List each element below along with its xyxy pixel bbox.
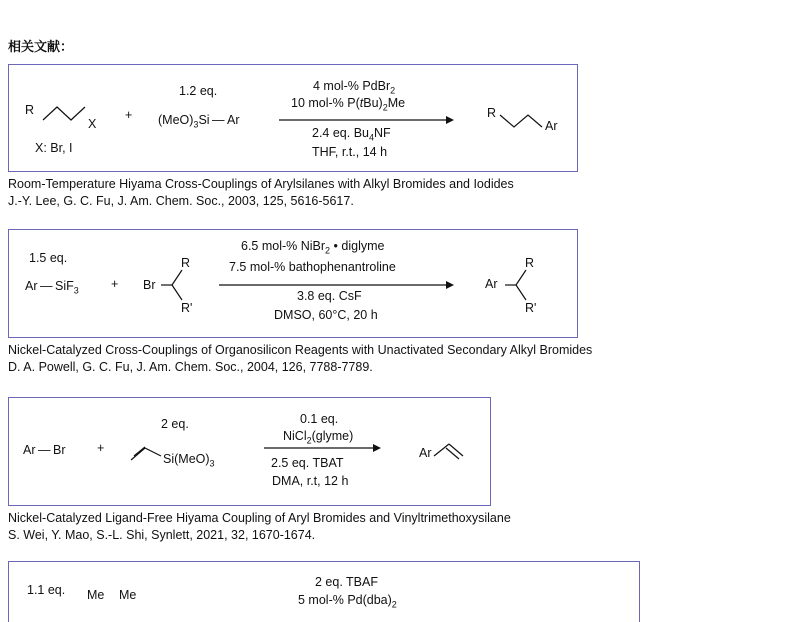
r4-reactant-eq: 1.1 eq. xyxy=(27,583,66,597)
r2-catalyst: 6.5 mol-% NiBr$_2$ • diglyme xyxy=(241,239,385,256)
reference-1-title: Room-Temperature Hiyama Cross-Couplings of Arylsilanes with Alkyl Bromides and Iodides xyxy=(8,177,514,191)
r2-reagent-r-prime: R' xyxy=(181,301,193,315)
r2-activator: 3.8 eq. CsF xyxy=(297,289,362,303)
scheme-3-bonds xyxy=(9,398,490,505)
r3-aryl-bromide: Ar — Br xyxy=(23,443,66,457)
r2-reagent-br: Br xyxy=(143,278,156,292)
r1-product-r: R xyxy=(487,106,497,120)
section-heading: 相关文献： xyxy=(8,39,74,54)
r1-activator: 2.4 eq. $Bu_4NF$ xyxy=(312,126,391,143)
r3-product-ar: Ar xyxy=(419,446,432,460)
r1-silane: $(MeO)_3Si$ — Ar xyxy=(158,113,240,130)
reference-2-title: Nickel-Catalyzed Cross-Couplings of Organosilicon Reagents with Unactivated Secondary Alkyl Bromides xyxy=(8,343,593,357)
r3-reagent-eq: 2 eq. xyxy=(161,417,189,431)
r2-solvent-conditions: DMSO, 60°C, 20 h xyxy=(274,308,378,322)
reference-3-citation: S. Wei, Y. Mao, S.-L. Shi, Synlett, 2021, 32, 1670-1674. xyxy=(8,528,316,542)
reaction-scheme-1 xyxy=(8,64,578,172)
r2-plus: + xyxy=(111,277,119,291)
r1-plus: + xyxy=(125,108,133,122)
r3-plus: + xyxy=(97,441,105,455)
reaction-scheme-4 xyxy=(8,561,640,622)
r2-reagent-r: R xyxy=(181,256,191,270)
r1-reagent-eq: 1.2 eq. xyxy=(179,84,218,98)
r1-catalyst: 4 mol-% PdBr$_2$ xyxy=(313,79,396,96)
reaction-scheme-3 xyxy=(8,397,491,506)
r2-product-ar: Ar xyxy=(485,277,498,291)
r1-solvent-conditions: THF, r.t., 14 h xyxy=(312,145,388,159)
r1-ligand: 10 mol-% $P(tBu)_2Me$ xyxy=(291,96,406,113)
reference-2-citation: D. A. Powell, G. C. Fu, J. Am. Chem. Soc., 2004, 126, 7788-7789. xyxy=(8,360,373,374)
r3-catalyst: NiCl$_2$(glyme) xyxy=(283,429,354,446)
r3-catalyst-eq: 0.1 eq. xyxy=(300,412,339,426)
r4-activator: 2 eq. TBAF xyxy=(315,575,378,589)
r2-ligand: 7.5 mol-% bathophenantroline xyxy=(229,260,396,274)
r2-product-r-prime: R' xyxy=(525,301,537,315)
r4-methyl-2: Me xyxy=(119,588,137,602)
r2-product-r: R xyxy=(525,256,535,270)
reference-1-citation: J.-Y. Lee, G. C. Fu, J. Am. Chem. Soc., 2003, 125, 5616-5617. xyxy=(8,194,354,208)
r4-methyl-1: Me xyxy=(87,588,105,602)
r3-vinylsilane: $Si(MeO)_3$ xyxy=(163,452,215,469)
reference-3-title: Nickel-Catalyzed Ligand-Free Hiyama Coupling of Aryl Bromides and Vinyltrimethoxysilane xyxy=(8,511,511,525)
reaction-scheme-2 xyxy=(8,229,578,338)
r3-activator: 2.5 eq. TBAT xyxy=(271,456,344,470)
r1-x-note: X: Br, I xyxy=(35,141,73,155)
r1-reactant-r: R xyxy=(25,103,35,117)
r1-product-ar: Ar xyxy=(545,119,558,133)
r3-solvent-conditions: DMA, r.t, 12 h xyxy=(272,474,349,488)
r2-reactant-eq: 1.5 eq. xyxy=(29,251,68,265)
r2-arylsilane: Ar — SiF$_3$ xyxy=(25,279,79,296)
r1-reactant-x: X xyxy=(88,117,97,131)
r4-catalyst: 5 mol-% $Pd(dba)_2$ xyxy=(298,593,397,610)
